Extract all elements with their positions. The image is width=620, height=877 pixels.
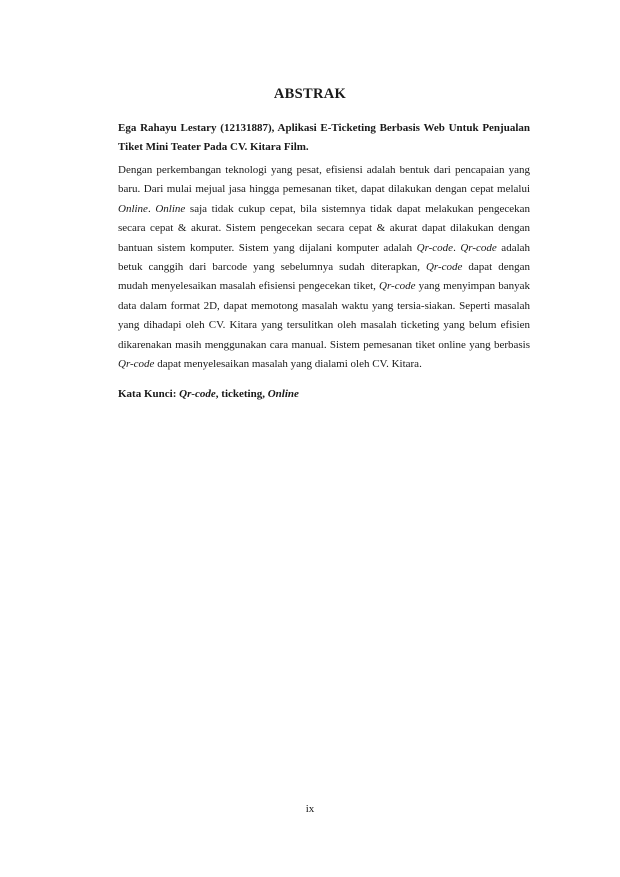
online-term: Online <box>155 202 186 215</box>
keywords-line <box>118 385 530 404</box>
body-text: . <box>147 202 156 215</box>
qr-code-term: Qr-code <box>425 261 463 274</box>
qr-code-term: Qr-code <box>118 358 155 371</box>
abstract-body <box>118 161 530 374</box>
online-term: Online <box>118 202 148 215</box>
body-text: dapat dengan mudah menyelesaikan masalah efisiensi pengecekan tiket, <box>118 261 530 293</box>
body-text: yang menyimpan banyak data dalam format 2D, dapat memotong masalah waktu yang tersia-siakan. Seperti masalah yang dihadapi oleh CV. Kitara yang tersulitkan oleh masalah ticketing yang belum efisien dikarenakan masih menggunakan cara manual. Sistem pemesanan tiket online yang berbasis <box>118 280 530 351</box>
qr-code-term: Qr-code <box>460 241 497 254</box>
body-text: . <box>453 241 461 254</box>
keywords-label: Kata Kunci: <box>118 388 180 400</box>
keyword-qr-code: Qr-code <box>179 388 216 400</box>
abstract-title: ABSTRAK <box>273 86 347 102</box>
qr-code-term: Qr-code <box>416 241 454 254</box>
body-text: saja tidak cukup cepat, bila sistemnya tidak dapat melakukan pengecekan secara cepat & akurat. Sistem pengecekan secara cepat & akurat dapat dilakukan dengan bantuan sistem komputer. Sistem yang dijalani komputer adalah <box>118 202 530 254</box>
abstract-heading <box>118 119 530 158</box>
body-text: dapat menyelesaikan masalah yang dialami oleh CV. Kitara. <box>154 358 422 371</box>
body-text: Dengan perkembangan teknologi yang pesat, efisiensi adalah bentuk dari pencapaian yang baru. Dari mulai mejual jasa hingga pemesanan tiket, dapat dilakukan dengan cepat melalui <box>118 164 530 196</box>
keyword-online: Online <box>267 388 299 400</box>
page-number: ix <box>305 803 315 815</box>
keyword-separator: , ticketing, <box>215 388 268 400</box>
author-title-line: Ega Rahayu Lestary (12131887), Aplikasi E-Ticketing Berbasis Web Untuk Penjualan Tiket Mini Teater Pada CV. Kitara Film. <box>118 122 530 154</box>
body-text: adalah betuk canggih dari barcode yang sebelumnya sudah diterapkan, <box>118 241 531 274</box>
abstract-paragraph <box>118 161 530 374</box>
qr-code-term: Qr-code <box>379 280 416 293</box>
